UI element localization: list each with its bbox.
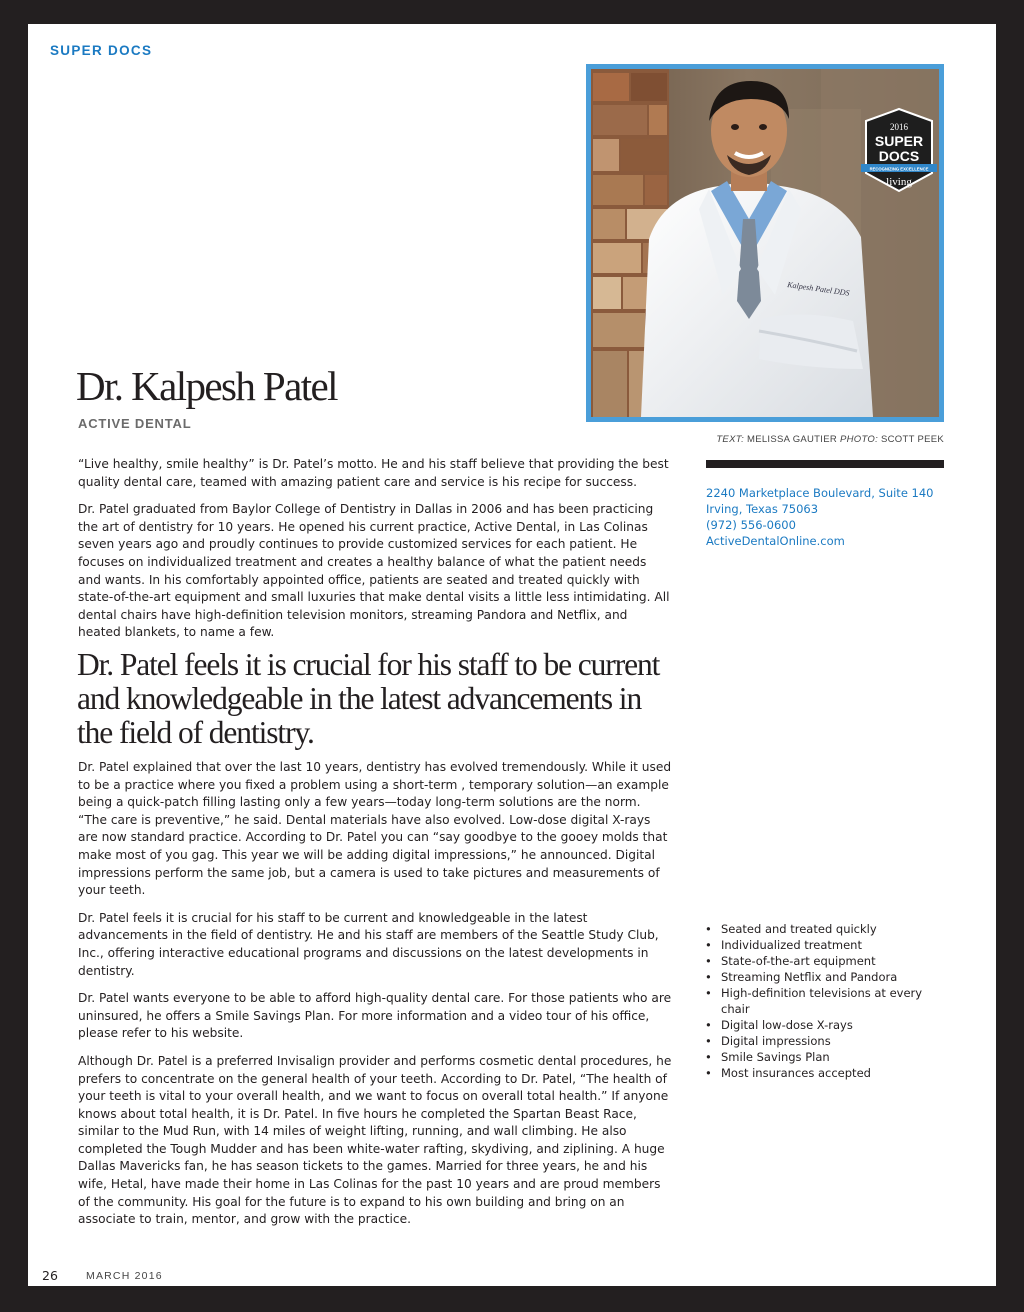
list-item: • Seated and treated quickly xyxy=(705,922,877,936)
badge-ribbon: RECOGNIZING EXCELLENCE xyxy=(869,166,929,172)
doctor-portrait-photo xyxy=(586,64,944,422)
list-item: • Individualized treatment xyxy=(705,938,862,952)
portrait-illustration xyxy=(591,69,939,417)
issue-date: MARCH 2016 xyxy=(86,1270,163,1282)
paragraph: Dr. Patel feels it is crucial for his staff to be current and knowledgeable in the latest advancements in the field of dentistry. He and his staff are members of the Seattle Study Club, Inc., offering interactive educational programs and discussions on the latest developments in dentistry. xyxy=(78,910,659,978)
list-item: • Digital impressions xyxy=(705,1034,831,1048)
bullet-dot: • xyxy=(705,954,712,968)
practice-name: ACTIVE DENTAL xyxy=(78,416,192,431)
bullet-dot: • xyxy=(705,970,712,984)
list-item: • High-definition televisions at every chair xyxy=(705,986,923,1016)
badge-year: 2016 xyxy=(890,122,908,132)
doctor-name: Dr. Kalpesh Patel xyxy=(76,363,337,409)
bullet-dot: • xyxy=(705,1034,712,1048)
highlights-list xyxy=(704,921,944,1081)
bullet-dot: • xyxy=(705,1050,712,1064)
contact-block xyxy=(706,485,934,549)
bullet-dot: • xyxy=(705,922,712,936)
paragraph: “Live healthy, smile healthy” is Dr. Patel’s motto. He and his staff believe that providing the best quality dental care, teamed with amazing patient care and service is his recipe for success. xyxy=(78,457,669,489)
paragraph: Although Dr. Patel is a preferred Invisalign provider and performs cosmetic dental procedures, he prefers to concentrate on the general health of your teeth. According to Dr. Patel, “The health of your teeth is vital to your overall health, and we want to focus on overall total health.” If anyone knows about total health, it is Dr. Patel. In five hours he completed the Spartan Beast Race, similar to the Mud Run, with 14 miles of weight lifting, running, and wall climbing. He also completed the Tough Mudder and has been white-water rafting, skydiving, and ziplining. A huge Dallas Mavericks fan, he has season tickets to the games. Married for three years, he and his wife, Hetal, have made their home in Las Colinas for the past 10 years and are proud members of the community. His goal for the future is to expand to his own building and bring on an associate to train, mentor, and grow with the practice. xyxy=(78,1053,672,1227)
credit-photo-label: PHOTO: xyxy=(839,434,879,445)
bullet-dot: • xyxy=(705,1018,712,1032)
badge-line1: SUPER xyxy=(874,133,924,149)
pull-quote: Dr. Patel feels it is crucial for his staff to be current and knowledgeable in the latest advancements in the field of dentistry. xyxy=(77,647,660,750)
contact-phone: (972) 556-0600 xyxy=(706,518,796,532)
list-item: • Streaming Netflix and Pandora xyxy=(705,970,898,984)
photo-credit xyxy=(586,434,944,445)
list-item: • Smile Savings Plan xyxy=(705,1050,830,1064)
bullet-dot: • xyxy=(705,986,712,1000)
credit-text-label: TEXT: xyxy=(716,434,745,445)
coat-embroidery: Kalpesh Patel DDS xyxy=(786,280,851,298)
contact-address: 2240 Marketplace Boulevard, Suite 140 xyxy=(706,486,934,500)
paragraph: Dr. Patel explained that over the last 10 years, dentistry has evolved tremendously. While it used to be a practice where you fixed a problem using a short-term , temporary solution—an example being a quick-patch filling lasting only a few years—today long-term solutions are the norm. “The care is preventive,” he said. Dental materials have also evolved. Low-dose digital X-rays are now standard practice. According to Dr. Patel you can “say goodbye to the gooey molds that make most of you gag. This year we will be adding digital impressions,” he announced. Digital impressions perform the same job, but a camera is used to take pictures and measurements of your teeth. xyxy=(78,760,672,898)
bullet-dot: • xyxy=(705,1066,712,1080)
bullet-dot: • xyxy=(705,938,712,952)
paragraph: Dr. Patel wants everyone to be able to afford high-quality dental care. For those patients who are uninsured, he offers a Smile Savings Plan. For more information and a video tour of his office, please refer to his website. xyxy=(78,991,672,1041)
article-intro xyxy=(78,456,673,652)
article-body xyxy=(78,759,673,1239)
magazine-page xyxy=(28,24,996,1286)
contact-city: Irving, Texas 75063 xyxy=(706,502,819,516)
contact-website[interactable]: ActiveDentalOnline.com xyxy=(706,534,845,548)
credit-photo-name: SCOTT PEEK xyxy=(880,434,944,445)
sidebar-divider xyxy=(706,460,944,468)
credit-text-name: MELISSA GAUTIER xyxy=(747,434,838,445)
badge-brand: living xyxy=(886,176,912,188)
list-item: • Digital low-dose X-rays xyxy=(705,1018,853,1032)
list-item: • State-of-the-art equipment xyxy=(705,954,876,968)
paragraph: Dr. Patel graduated from Baylor College of Dentistry in Dallas in 2006 and has been practicing the art of dentistry for 10 years. He opened his current practice, Active Dental, in Las Colinas seven years ago and proudly continues to provide customized services for each patient. He focuses on individualized treatment and creates a healthy balance of what the patient needs and wants. In his comfortably appointed office, patients are seated and treated quickly with state-of-the-art equipment and small luxuries that make dental visits a little less intimidating. All dental chairs have high-definition television monitors, streaming Pandora and Netflix, and heated blankets, to name a few. xyxy=(78,502,670,640)
list-item: • Most insurances accepted xyxy=(705,1066,871,1080)
badge-line2: DOCS xyxy=(878,148,920,164)
page-number: 26 xyxy=(42,1268,58,1283)
section-tag: SUPER DOCS xyxy=(50,43,153,58)
